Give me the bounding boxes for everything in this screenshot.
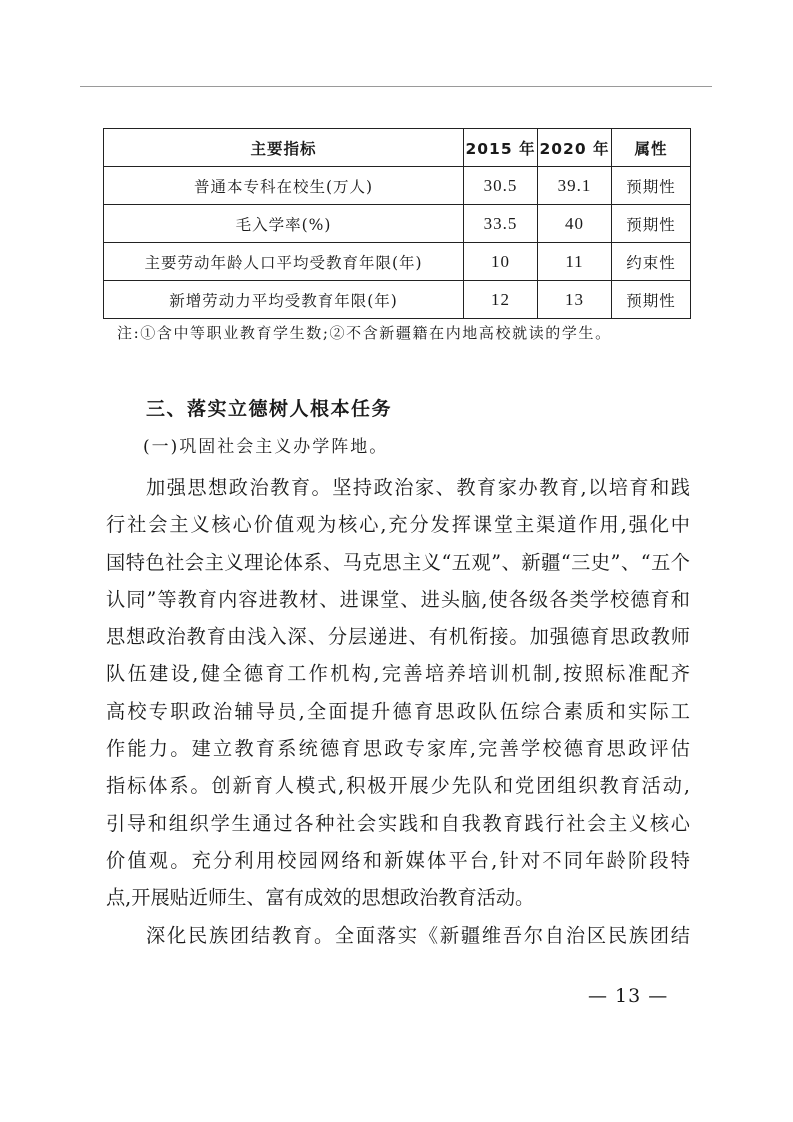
header-indicator: 主要指标	[104, 129, 464, 167]
value-2015-cell: 33.5	[464, 205, 538, 243]
indicator-cell: 毛入学率(%)	[104, 205, 464, 243]
table-row	[104, 167, 691, 205]
indicator-cell: 主要劳动年龄人口平均受教育年限(年)	[104, 243, 464, 281]
attribute-cell: 预期性	[612, 167, 691, 205]
attribute-cell: 预期性	[612, 281, 691, 319]
table-header-row	[104, 129, 691, 167]
indicator-cell: 普通本专科在校生(万人)	[104, 167, 464, 205]
paragraph-line: 作能力。建立教育系统德育思政专家库,完善学校德育思政评估	[106, 737, 690, 761]
paragraph-line: 点,开展贴近师生、富有成效的思想政治教育活动。	[106, 886, 535, 910]
value-2015-cell: 10	[464, 243, 538, 281]
value-2015-cell: 12	[464, 281, 538, 319]
paragraph-line: 国特色社会主义理论体系、马克思主义“五观”、新疆“三史”、“五个	[106, 550, 690, 574]
sub-heading: (一)巩固社会主义办学阵地。	[143, 437, 389, 457]
table-row	[104, 281, 691, 319]
value-2020-cell: 40	[538, 205, 612, 243]
page-number: — 13 —	[588, 985, 669, 1007]
paragraph-line: 引导和组织学生通过各种社会实践和自我教育践行社会主义核心	[106, 811, 690, 835]
attribute-cell: 约束性	[612, 243, 691, 281]
header-rule	[80, 86, 712, 87]
section-heading: 三、落实立德树人根本任务	[146, 398, 393, 420]
header-2020: 2020 年	[538, 129, 612, 167]
header-attribute: 属性	[612, 129, 691, 167]
attribute-cell: 预期性	[612, 205, 691, 243]
body-text	[106, 469, 690, 954]
value-2020-cell: 11	[538, 243, 612, 281]
value-2015-cell: 30.5	[464, 167, 538, 205]
table-row	[104, 205, 691, 243]
paragraph-line: 队伍建设,健全德育工作机构,完善培养培训机制,按照标准配齐	[106, 662, 690, 686]
paragraph-line: 行社会主义核心价值观为核心,充分发挥课堂主渠道作用,强化中	[106, 513, 690, 537]
indicators-table	[103, 128, 691, 319]
indicator-cell: 新增劳动力平均受教育年限(年)	[104, 281, 464, 319]
paragraph-line: 思想政治教育由浅入深、分层递进、有机衔接。加强德育思政教师	[106, 625, 690, 649]
paragraph-line: 高校专职政治辅导员,全面提升德育思政队伍综合素质和实际工	[106, 699, 690, 723]
header-2015: 2015 年	[464, 129, 538, 167]
value-2020-cell: 13	[538, 281, 612, 319]
table-note: 注:①含中等职业教育学生数;②不含新疆籍在内地高校就读的学生。	[117, 324, 612, 342]
paragraph-line: 价值观。充分利用校园网络和新媒体平台,针对不同年龄阶段特	[106, 848, 690, 872]
value-2020-cell: 39.1	[538, 167, 612, 205]
paragraph-line: 加强思想政治教育。坚持政治家、教育家办教育,以培育和践	[146, 476, 690, 499]
paragraph-line: 指标体系。创新育人模式,积极开展少先队和党团组织教育活动,	[106, 774, 690, 798]
paragraph-line: 认同”等教育内容进教材、进课堂、进头脑,使各级各类学校德育和	[106, 587, 690, 611]
paragraph-line: 深化民族团结教育。全面落实《新疆维吾尔自治区民族团结	[146, 923, 690, 947]
table-row	[104, 243, 691, 281]
